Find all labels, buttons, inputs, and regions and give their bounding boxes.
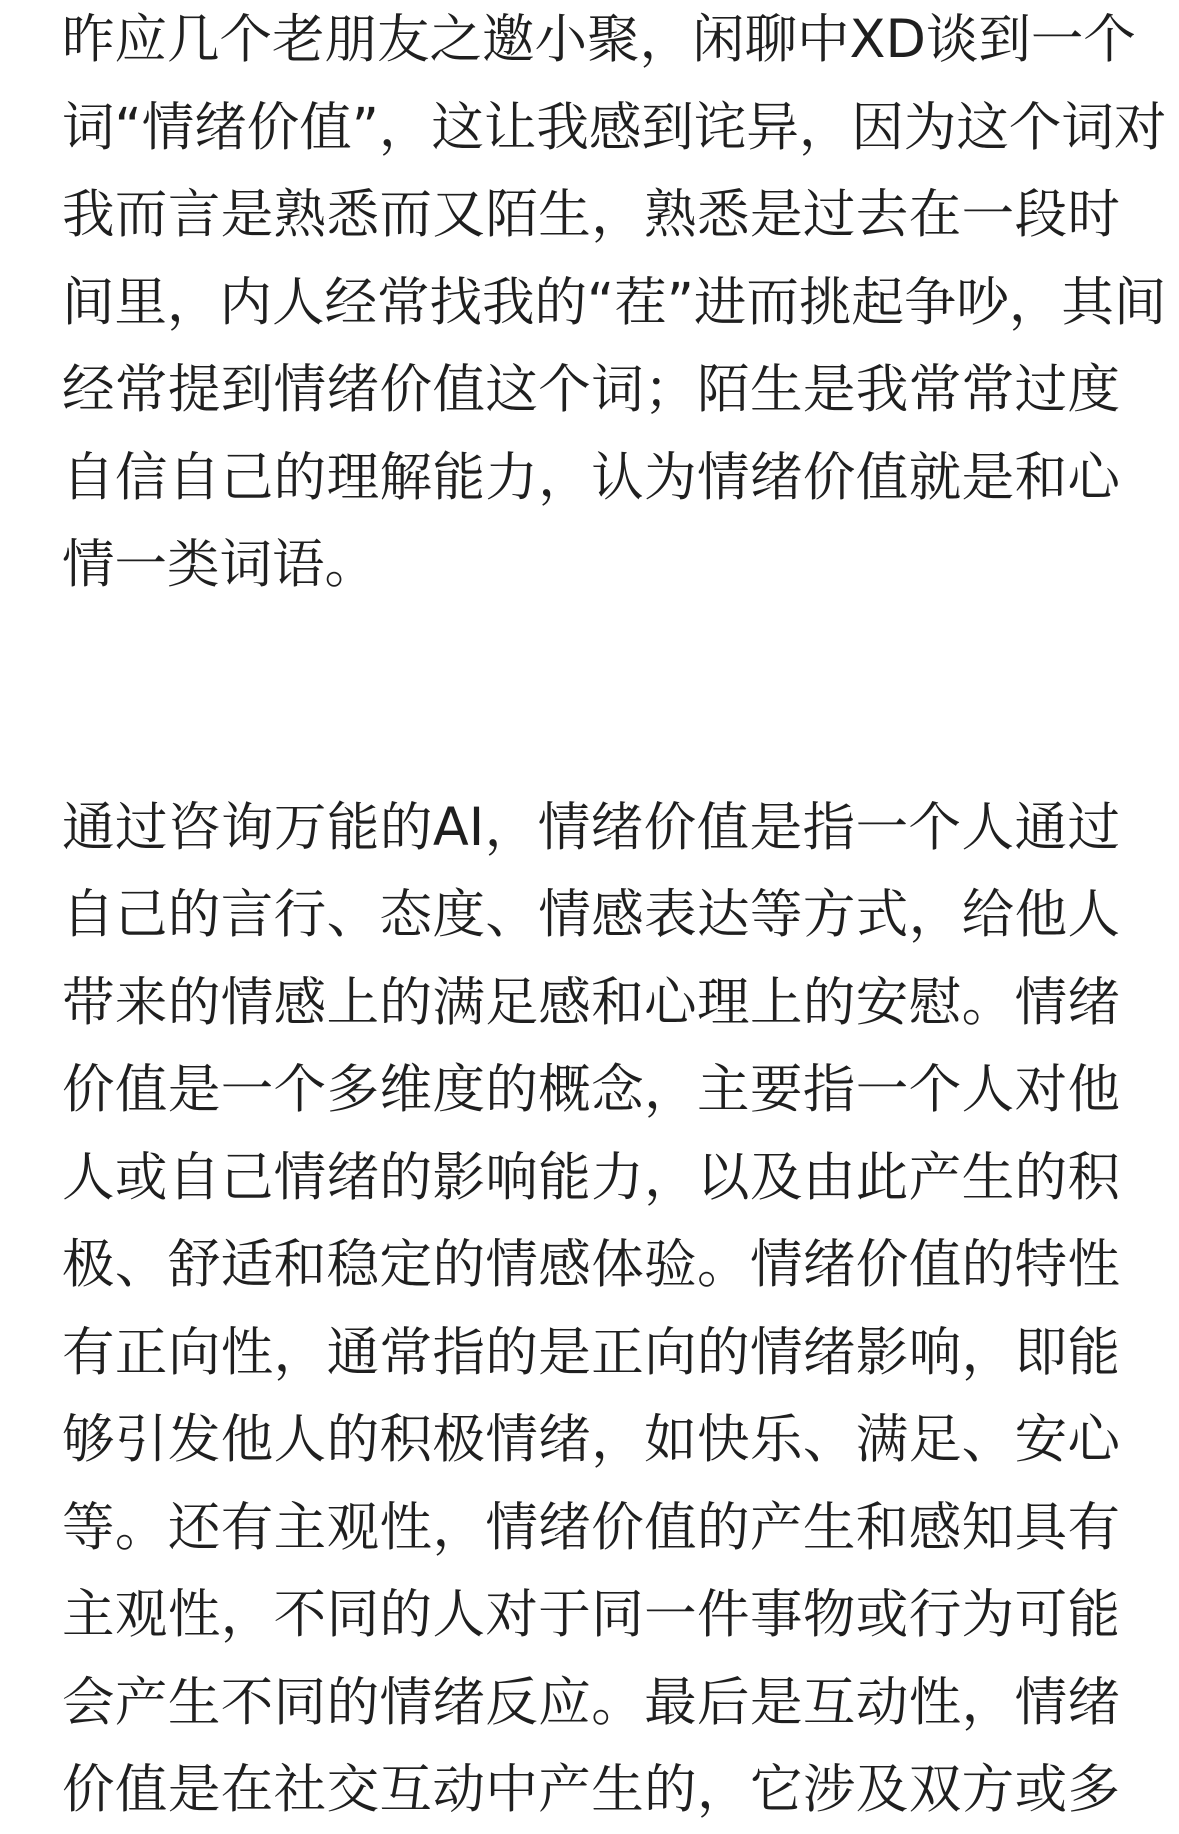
text-line: 通过咨询万能的AI，情绪价值是指一个人通过 — [62, 796, 1120, 858]
text-line: 昨应几个老朋友之邀小聚，闲聊中XD谈到一个 — [62, 9, 1136, 70]
text-line: 够引发他人的积极情绪，如快乐、满足、安心 — [62, 1409, 1120, 1470]
article-body — [62, 0, 1167, 1834]
text-line: 会产生不同的情绪反应。最后是互动性，情绪 — [62, 1671, 1120, 1733]
text-line: 自信自己的理解能力，认为情绪价值就是和心 — [62, 446, 1120, 508]
text-line: 主观性，不同的人对于同一件事物或行为可能 — [62, 1584, 1120, 1645]
text-line: 情一类词语。 — [62, 534, 378, 595]
text-line: 人或自己情绪的影响能力，以及由此产生的积 — [62, 1146, 1120, 1208]
text-line: 间里，内人经常找我的“茬”进而挑起争吵，其间 — [62, 271, 1167, 333]
text-line: 等。还有主观性，情绪价值的产生和感知具有 — [62, 1496, 1120, 1558]
paragraph-2 — [62, 784, 1120, 1834]
text-line: 价值是一个多维度的概念，主要指一个人对他 — [62, 1059, 1120, 1120]
text-line: 极、舒适和稳定的情感体验。情绪价值的特性 — [62, 1234, 1120, 1295]
text-line: 自己的言行、态度、情感表达等方式，给他人 — [62, 884, 1120, 945]
paragraph-spacer — [62, 609, 1120, 784]
text-line: 词“情绪价值”，这让我感到诧异，因为这个词对 — [62, 96, 1167, 158]
text-line: 价值是在社交互动中产生的，它涉及双方或多 — [62, 1759, 1120, 1820]
paragraph-1 — [62, 0, 1167, 609]
text-line: 我而言是熟悉而又陌生，熟悉是过去在一段时 — [62, 184, 1120, 245]
text-line: 经常提到情绪价值这个词；陌生是我常常过度 — [62, 359, 1120, 420]
text-line: 带来的情感上的满足感和心理上的安慰。情绪 — [62, 971, 1120, 1033]
text-line: 有正向性，通常指的是正向的情绪影响，即能 — [62, 1321, 1120, 1383]
